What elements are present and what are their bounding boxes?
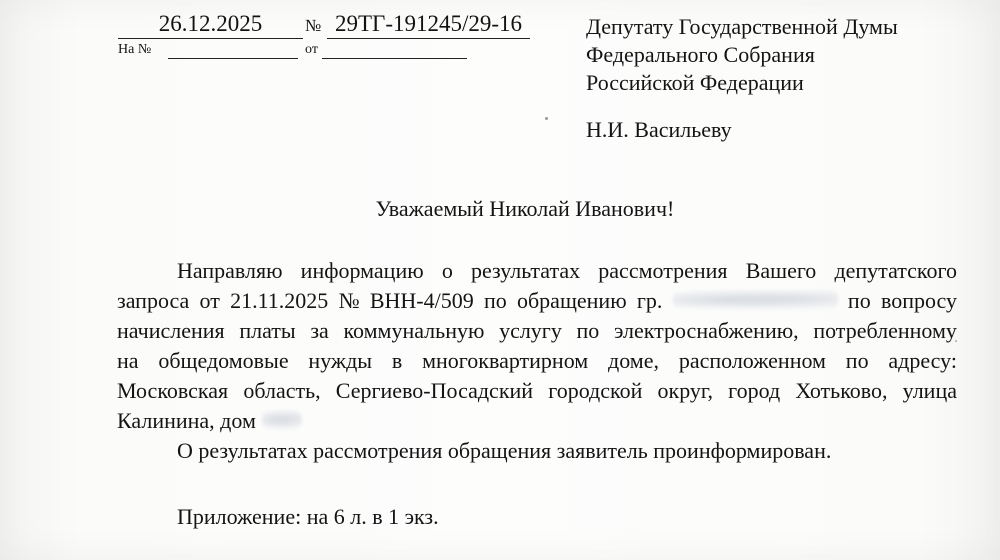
body-line-5 bbox=[117, 376, 957, 406]
body-word: по bbox=[483, 288, 507, 313]
body-word: за bbox=[310, 318, 329, 343]
body-word: многоквартирном bbox=[422, 348, 589, 373]
body-word: № bbox=[338, 288, 360, 313]
reference-date-label: от bbox=[305, 42, 318, 57]
body-word: нужды bbox=[308, 348, 373, 373]
body-word: Калинина, дом bbox=[117, 408, 256, 433]
attachment-note: Приложение: на 6 л. в 1 экз. bbox=[177, 504, 439, 529]
body-word: город bbox=[728, 378, 781, 403]
salutation: Уважаемый Николай Иванович! bbox=[375, 196, 675, 221]
body-line-6 bbox=[117, 406, 957, 436]
body-line-4 bbox=[117, 346, 957, 376]
reference-date-blank bbox=[322, 58, 467, 59]
body-word: обращению bbox=[516, 288, 627, 313]
body-word: электроснабжению, bbox=[613, 318, 799, 343]
addressee-line: Депутату Государственной Думы bbox=[586, 14, 898, 39]
body-word: на bbox=[117, 348, 139, 373]
scan-speck bbox=[545, 117, 548, 120]
body-line-2 bbox=[117, 286, 957, 316]
body-word: 21.11.2025 bbox=[230, 288, 329, 313]
letter-body bbox=[117, 256, 957, 436]
body-word: по bbox=[845, 348, 869, 373]
body-word: потребленному bbox=[813, 318, 957, 343]
body-word: в bbox=[391, 348, 403, 373]
addressee-block bbox=[586, 13, 898, 97]
body-word: Московская bbox=[117, 378, 229, 403]
body-word: начисления bbox=[117, 318, 225, 343]
body-word: расположенном bbox=[678, 348, 826, 373]
body-word: рассмотрения bbox=[598, 258, 728, 283]
body-word: улица bbox=[902, 378, 957, 403]
reference-number-blank bbox=[168, 58, 298, 59]
body-line-1 bbox=[117, 256, 957, 286]
body-line-3 bbox=[117, 316, 957, 346]
body-word: Направляю bbox=[177, 258, 283, 283]
body-word: Сергиево-Посадский bbox=[335, 378, 534, 403]
outgoing-number: 29ТГ-191245/29-16 bbox=[327, 10, 530, 39]
body-word: доме, bbox=[608, 348, 659, 373]
body-word: вопросу bbox=[880, 288, 957, 313]
body-word: ВНН-4/509 bbox=[369, 288, 474, 313]
redacted-applicant-name bbox=[673, 290, 838, 310]
addressee-line: Федерального Собрания bbox=[586, 42, 815, 67]
body-word: коммунальную bbox=[343, 318, 485, 343]
body-word: услугу bbox=[499, 318, 562, 343]
body-word: адресу: bbox=[888, 348, 957, 373]
body-word: городской bbox=[548, 378, 643, 403]
outgoing-date: 26.12.2025 bbox=[118, 10, 303, 39]
body-word: информацию bbox=[300, 258, 424, 283]
applicant-informed-text: О результатах рассмотрения обращения заявитель проинформирован. bbox=[177, 438, 832, 463]
body-word: депутатского bbox=[834, 258, 957, 283]
body-word: Вашего bbox=[745, 258, 817, 283]
body-word: от bbox=[199, 288, 220, 313]
body-word: о bbox=[441, 258, 453, 283]
body-word: по bbox=[847, 288, 871, 313]
reference-number-label: На № bbox=[118, 42, 152, 57]
body-word: по bbox=[576, 318, 600, 343]
body-word: платы bbox=[239, 318, 296, 343]
redacted-house-number bbox=[262, 410, 302, 430]
addressee-name: Н.И. Васильеву bbox=[586, 117, 732, 142]
addressee-line: Российской Федерации bbox=[586, 70, 804, 95]
body-word: округ, bbox=[657, 378, 713, 403]
body-word: запроса bbox=[117, 288, 190, 313]
body-word: область, bbox=[243, 378, 321, 403]
body-word: Хотьково, bbox=[795, 378, 888, 403]
number-sign: № bbox=[305, 16, 322, 35]
body-word: гр. bbox=[636, 288, 663, 313]
body-word: результатах bbox=[470, 258, 581, 283]
body-word: общедомовые bbox=[158, 348, 289, 373]
